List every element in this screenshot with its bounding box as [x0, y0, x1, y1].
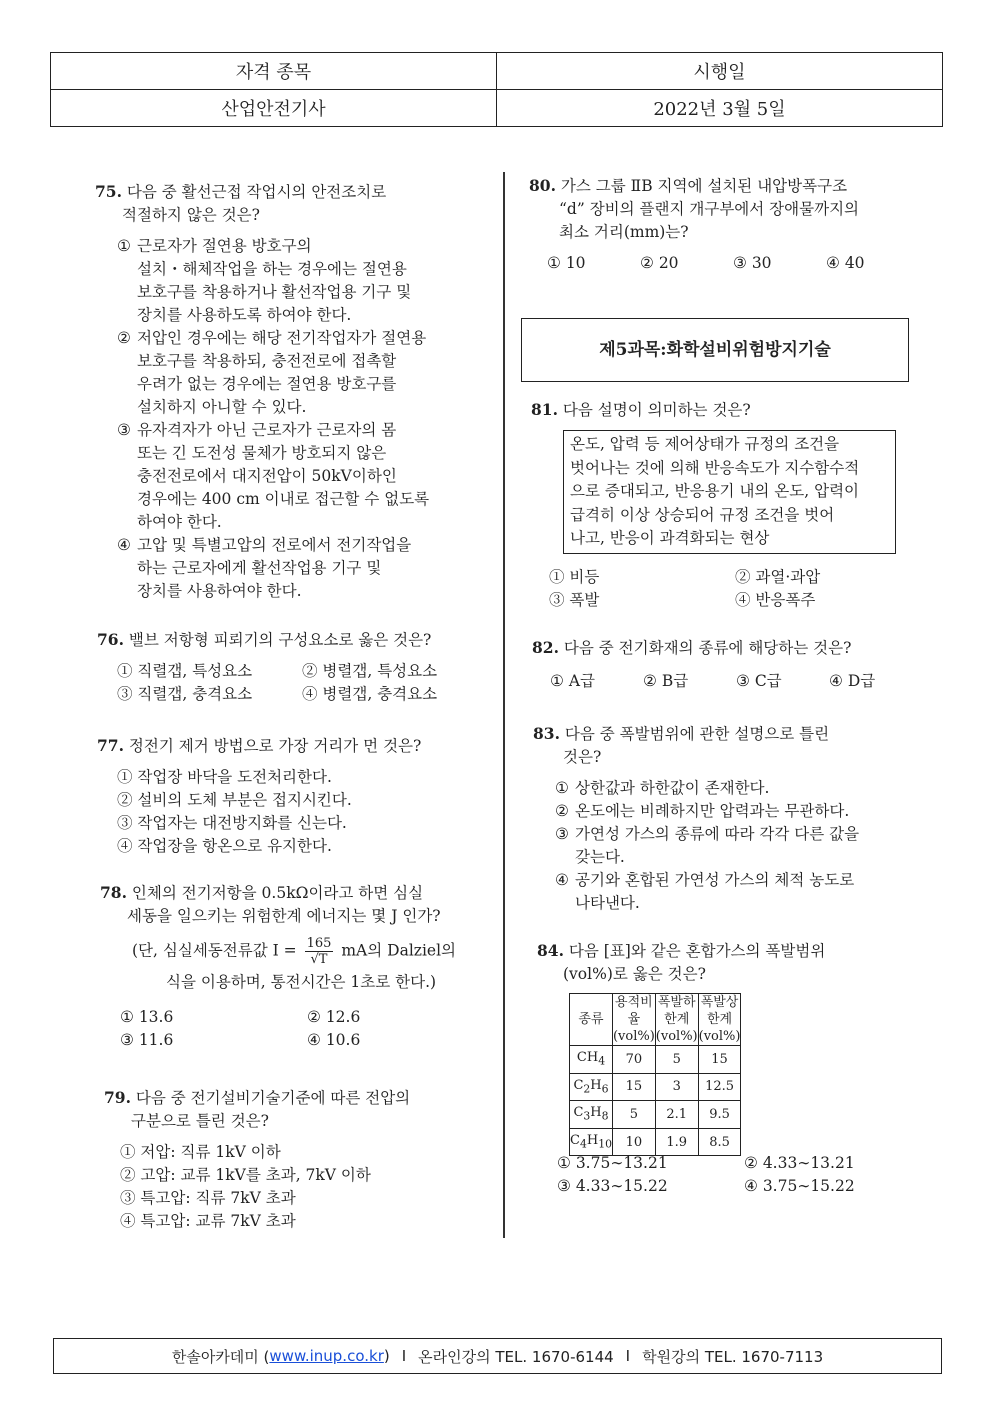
q78-line-1: 세동을 일으키는 위험한계 에너지는 몇 J 인가? [127, 907, 441, 925]
footer-separator: I [625, 1347, 631, 1365]
gas-table-header-upper: 폭발상한계 (vol%) [698, 995, 741, 1044]
q81-number: 81. [531, 400, 558, 419]
question-78 [100, 881, 500, 1052]
header-table [50, 52, 943, 127]
header-exam-label: 자격 종목 [51, 53, 497, 90]
question-81 [531, 398, 931, 422]
q78-note-prefix: (단, 심실세동전류값 I = [132, 941, 297, 960]
q77-option-3: ③ 작업자는 대전방지화를 신는다. [117, 814, 347, 832]
question-82 [532, 636, 932, 693]
q78-option-2: ② 12.6 [307, 1008, 361, 1026]
q78-note [100, 936, 500, 967]
q81-option-3: ③ 폭발 [549, 591, 600, 609]
q81-option-2: ② 과열·과압 [735, 568, 821, 586]
q80-line-1: “d” 장비의 플랜지 개구부에서 장애물까지의 [559, 200, 860, 218]
q84-option-4: ④ 3.75∼15.22 [744, 1177, 855, 1195]
q81-box-line-0: 온도, 압력 등 제어상태가 규정의 조건을 [570, 435, 840, 453]
footer-org: 한솔아카데미 ( [171, 1347, 270, 1366]
gas-upper: 8.5 [698, 1128, 741, 1156]
q83-opt2-mark: ② [555, 802, 569, 820]
q81-box-line-2: 으로 증대되고, 반응용기 내의 온도, 압력이 [570, 482, 860, 500]
q76-option-2: ② 병렬갭, 특성요소 [302, 662, 438, 680]
q80-line-0: 가스 그룹 ⅡB 지역에 설치된 내압방폭구조 [560, 177, 848, 195]
footer-academy: 학원강의 TEL. 1670-7113 [642, 1347, 824, 1366]
q83-option-3: 가연성 가스의 종류에 따라 각각 다른 값을 [575, 825, 860, 843]
q78-fraction [305, 936, 334, 967]
q75-opt1-l0: 근로자가 절연용 방호구의 [137, 237, 312, 255]
q79-number: 79. [104, 1088, 131, 1107]
q82-option-1: ① A급 [550, 672, 595, 690]
q79-option-2: ② 고압: 교류 1kV를 초과, 7kV 이하 [120, 1166, 371, 1184]
q75-opt2-l2: 우려가 없는 경우에는 절연용 방호구를 [137, 375, 397, 393]
q75-opt4-l1: 하는 근로자에게 활선작업용 기구 및 [137, 559, 382, 577]
q84-option-3: ③ 4.33∼15.22 [557, 1177, 668, 1195]
q79-line-1: 구분으로 틀린 것은? [131, 1112, 269, 1130]
q79-option-1: ① 저압: 직류 1kV 이하 [120, 1143, 281, 1161]
q75-opt1-mark: ① [117, 237, 131, 255]
q76-option-4: ④ 병렬갭, 충격요소 [302, 685, 438, 703]
q78-number: 78. [100, 883, 127, 902]
gas-volume: 70 [612, 1046, 655, 1074]
q75-opt2-l3: 설치하지 아니할 수 있다. [137, 398, 307, 416]
gas-volume: 15 [612, 1073, 655, 1101]
q83-number: 83. [533, 724, 560, 743]
q84-number: 84. [537, 941, 564, 960]
question-80 [529, 174, 929, 275]
q84-options [557, 1152, 937, 1198]
table-row [570, 1046, 741, 1074]
q81-box-line-3: 급격히 이상 상승되어 규정 조건을 벗어 [570, 505, 835, 524]
q83-option-4-l1: 나타낸다. [575, 894, 640, 912]
q83-opt4-mark: ④ [555, 871, 569, 889]
q75-opt1-l2: 보호구를 착용하거나 활선작업용 기구 및 [137, 283, 412, 301]
gas-formula: $C_4H_{10}$ [570, 1128, 613, 1156]
gas-upper: 12.5 [698, 1073, 741, 1101]
gas-table-header-type: 종류 [570, 994, 613, 1046]
gas-lower: 2.1 [655, 1101, 698, 1129]
q78-option-3: ③ 11.6 [120, 1031, 174, 1049]
q77-number: 77. [97, 736, 124, 755]
q84-line-0: 다음 [표]와 같은 혼합가스의 폭발범위 [568, 942, 826, 960]
q75-opt3-l1: 또는 긴 도전성 물체가 방호되지 않은 [137, 444, 387, 462]
q75-number: 75. [95, 182, 122, 201]
q78-line-0: 인체의 전기저항을 0.5kΩ이라고 하면 심실 [131, 884, 424, 902]
question-79 [104, 1086, 494, 1233]
subject-title: 제5과목:화학설비위험방지기술 [521, 318, 909, 382]
question-83 [533, 722, 933, 915]
q78-note-line2: 식을 이용하며, 통전시간은 1초로 한다.) [166, 973, 437, 991]
q81-options [549, 566, 929, 612]
q81-option-4: ④ 반응폭주 [735, 591, 816, 609]
q77-text: 정전기 제거 방법으로 가장 거리가 먼 것은? [128, 737, 422, 755]
q76-number: 76. [97, 630, 124, 649]
footer-org-close: ) [383, 1347, 390, 1365]
gas-formula: $C_3H_8$ [570, 1101, 613, 1129]
q75-option-4 [115, 534, 495, 603]
q80-option-1: ① 10 [547, 254, 586, 272]
q75-opt3-l4: 하여야 한다. [137, 513, 222, 531]
header-date-label: 시행일 [497, 53, 943, 90]
q83-option-2: 온도에는 비례하지만 압력과는 무관하다. [575, 802, 850, 820]
q81-option-1: ① 비등 [549, 568, 600, 586]
q76-text: 밸브 저항형 피뢰기의 구성요소로 옳은 것은? [128, 631, 432, 649]
table-row [570, 1073, 741, 1101]
q83-option-4: 공기와 혼합된 가연성 가스의 체적 농도로 [575, 871, 855, 889]
footer-url-link[interactable]: www.inup.co.kr [269, 1347, 384, 1365]
question-75 [95, 180, 495, 603]
q75-option-1 [115, 235, 495, 327]
q75-opt3-l3: 경우에는 400 cm 이내로 접근할 수 없도록 [137, 490, 430, 508]
q76-option-3: ③ 직렬갭, 충격요소 [117, 685, 253, 703]
q75-opt1-l1: 설치・해체작업을 하는 경우에는 절연용 [137, 260, 407, 278]
q82-option-3: ③ C급 [736, 672, 782, 690]
q80-option-2: ② 20 [640, 254, 679, 272]
q81-definition-box [563, 430, 896, 554]
q75-opt3-l0: 유자격자가 아닌 근로자가 근로자의 몸 [137, 421, 397, 439]
q78-note-suffix: mA의 Dalziel의 [341, 941, 457, 960]
q80-option-4: ④ 40 [826, 254, 865, 272]
question-76 [97, 628, 497, 706]
question-84 [537, 939, 937, 986]
q83-option-1: 상한값과 하한값이 존재한다. [575, 779, 770, 797]
q75-opt2-l1: 보호구를 착용하되, 충전전로에 접촉할 [137, 352, 397, 370]
footer-online: 온라인강의 TEL. 1670-6144 [418, 1347, 614, 1366]
q75-opt1-l3: 장치를 사용하도록 하여야 한다. [137, 306, 352, 324]
q80-option-3: ③ 30 [733, 254, 772, 272]
q77-option-1: ① 작업장 바닥을 도전처리한다. [117, 768, 332, 786]
q75-option-3 [115, 419, 495, 534]
gas-lower: 5 [655, 1046, 698, 1074]
q83-opt1-mark: ① [555, 779, 569, 797]
q79-option-4: ④ 특고압: 교류 7kV 초과 [120, 1212, 296, 1230]
gas-volume: 10 [612, 1128, 655, 1156]
q83-line-0: 다음 중 폭발범위에 관한 설명으로 틀린 [564, 725, 830, 743]
q83-line-1: 것은? [563, 748, 602, 766]
q75-options [95, 235, 495, 603]
q83-option-3-l1: 갖는다. [575, 848, 625, 866]
q82-number: 82. [532, 638, 559, 657]
q84-option-1: ① 3.75∼13.21 [557, 1154, 668, 1172]
gas-lower: 3 [655, 1073, 698, 1101]
header-date-value: 2022년 3월 5일 [497, 90, 943, 127]
gas-table [569, 993, 741, 1156]
gas-lower: 1.9 [655, 1128, 698, 1156]
q80-line-2: 최소 거리(mm)는? [559, 223, 689, 241]
q80-number: 80. [529, 176, 556, 195]
question-77 [97, 734, 497, 858]
table-row [570, 1101, 741, 1129]
q77-option-2: ② 설비의 도체 부분은 접지시킨다. [117, 791, 352, 809]
q75-opt2-mark: ② [117, 329, 131, 347]
q75-opt4-mark: ④ [117, 536, 131, 554]
q75-opt4-l0: 고압 및 특별고압의 전로에서 전기작업을 [137, 536, 412, 554]
gas-formula: $C_2H_6$ [570, 1073, 613, 1101]
column-divider [503, 172, 505, 1238]
q77-option-4: ④ 작업장을 항온으로 유지한다. [117, 837, 332, 855]
q82-text: 다음 중 전기화재의 종류에 해당하는 것은? [563, 639, 852, 657]
q78-frac-num: 165 [306, 936, 332, 951]
gas-upper: 9.5 [698, 1101, 741, 1129]
gas-volume: 5 [612, 1101, 655, 1129]
footer [53, 1338, 942, 1374]
header-exam-value: 산업안전기사 [51, 90, 497, 127]
q78-frac-den: √T [310, 952, 328, 967]
gas-table-header-lower: 폭발하한계 (vol%) [655, 995, 698, 1044]
q84-option-2: ② 4.33∼13.21 [744, 1154, 855, 1172]
footer-separator: I [401, 1347, 407, 1365]
q79-option-3: ③ 특고압: 직류 7kV 초과 [120, 1189, 296, 1207]
q75-opt3-mark: ③ [117, 421, 131, 439]
q75-option-2 [115, 327, 495, 419]
q78-option-1: ① 13.6 [120, 1008, 174, 1026]
q81-text: 다음 설명이 의미하는 것은? [562, 401, 751, 419]
q75-opt2-l0: 저압인 경우에는 해당 전기작업자가 절연용 [137, 329, 427, 347]
q75-line-0: 다음 중 활선근접 작업시의 안전조치로 [126, 183, 387, 201]
q81-box-line-1: 벗어나는 것에 의해 반응속도가 지수함수적 [570, 458, 860, 477]
q83-opt3-mark: ③ [555, 825, 569, 843]
q75-line-1: 적절하지 않은 것은? [122, 206, 260, 224]
q82-option-2: ② B급 [643, 672, 689, 690]
q81-box-line-4: 나고, 반응이 과격화되는 현상 [570, 529, 770, 547]
q76-option-1: ① 직렬갭, 특성요소 [117, 662, 253, 680]
gas-upper: 15 [698, 1046, 741, 1074]
q84-line-1: (vol%)로 옳은 것은? [563, 965, 706, 983]
q79-line-0: 다음 중 전기설비기술기준에 따른 전압의 [135, 1089, 411, 1107]
gas-table-header-volume: 용적비율 (vol%) [612, 995, 655, 1044]
q78-option-4: ④ 10.6 [307, 1031, 361, 1049]
q82-option-4: ④ D급 [829, 672, 876, 690]
q75-opt4-l2: 장치를 사용하여야 한다. [137, 582, 302, 600]
q75-opt3-l2: 충전전로에서 대지전압이 50kV이하인 [137, 467, 397, 485]
gas-formula: $CH_4$ [570, 1046, 613, 1074]
